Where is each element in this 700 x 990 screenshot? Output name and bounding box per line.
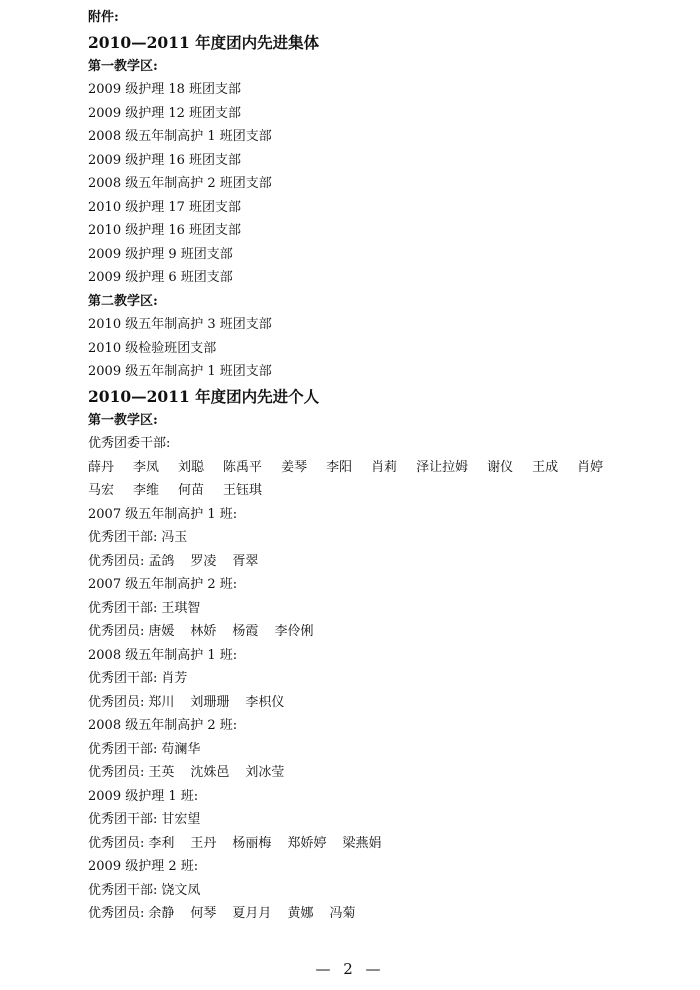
area1-label-individuals: 第一教学区: <box>88 412 158 428</box>
person-name: 何苗 <box>178 483 205 498</box>
member-row <box>88 902 668 926</box>
person-name: 肖芳 <box>161 671 188 686</box>
cadre-row <box>88 597 668 621</box>
cadre-label: 优秀团干部: <box>88 600 158 616</box>
list-item: 2010 级五年制高护 3 班团支部 <box>88 317 272 332</box>
person-name: 刘聪 <box>178 459 205 475</box>
attachment-label: 附件: <box>88 10 119 25</box>
list-item: 2009 级护理 6 班团支部 <box>88 270 233 285</box>
person-name: 李维 <box>133 483 160 498</box>
cadre-row <box>88 526 668 550</box>
cadre-label: 优秀团干部: <box>88 671 158 686</box>
class-name: 2007 级五年制高护 2 班: <box>88 577 238 592</box>
person-name: 肖婷 <box>577 459 604 475</box>
class-name: 2009 级护理 1 班: <box>88 788 199 804</box>
committee-names-row <box>88 456 668 480</box>
person-name: 李凤 <box>133 459 160 475</box>
person-name: 冯玉 <box>161 530 188 545</box>
member-label: 优秀团员: <box>88 765 145 780</box>
person-name: 王英 <box>148 765 175 780</box>
person-name: 肖莉 <box>371 459 398 475</box>
person-name: 薛丹 <box>88 459 115 475</box>
person-name: 李阳 <box>326 459 353 475</box>
list-item: 2009 级五年制高护 1 班团支部 <box>88 364 272 379</box>
person-name: 黄娜 <box>287 906 314 921</box>
member-label: 优秀团员: <box>88 906 145 921</box>
committee-names-row <box>88 479 668 503</box>
person-name: 郑川 <box>148 694 175 710</box>
person-name: 泽让拉姆 <box>416 459 469 475</box>
person-name: 谢仪 <box>487 459 514 475</box>
area1-list <box>88 78 668 290</box>
member-row <box>88 761 668 785</box>
section-title-individuals: 2010—2011 年度团内先进个人 <box>88 386 320 406</box>
person-name: 何琴 <box>190 906 217 921</box>
cadre-row <box>88 667 668 691</box>
person-name: 冯菊 <box>329 906 356 921</box>
list-item: 2010 级护理 17 班团支部 <box>88 199 242 215</box>
person-name: 王琪智 <box>161 600 201 616</box>
list-item: 2009 级护理 18 班团支部 <box>88 82 242 97</box>
list-item: 2010 级护理 16 班团支部 <box>88 223 242 238</box>
cadre-label: 优秀团干部: <box>88 812 158 827</box>
person-name: 饶文凤 <box>161 882 201 898</box>
member-row <box>88 691 668 715</box>
person-name: 孟鸽 <box>148 553 175 569</box>
cadre-label: 优秀团干部: <box>88 530 158 545</box>
cadre-label: 优秀团干部: <box>88 741 158 757</box>
list-item: 2010 级检验班团支部 <box>88 340 217 356</box>
person-name: 林娇 <box>190 624 217 639</box>
person-name: 王丹 <box>190 835 217 851</box>
member-label: 优秀团员: <box>88 835 145 851</box>
person-name: 李伶俐 <box>274 624 314 639</box>
area2-list <box>88 313 668 384</box>
list-item: 2008 级五年制高护 2 班团支部 <box>88 176 272 191</box>
person-name: 王钰琪 <box>223 483 263 498</box>
member-row <box>88 832 668 856</box>
document-page <box>88 6 668 926</box>
area1-label: 第一教学区: <box>88 58 158 74</box>
member-row <box>88 620 668 644</box>
person-name: 郑娇婷 <box>287 835 327 851</box>
area2-label: 第二教学区: <box>88 293 158 309</box>
cadre-label: 优秀团干部: <box>88 882 158 898</box>
class-name: 2009 级护理 2 班: <box>88 859 199 874</box>
cadre-row <box>88 879 668 903</box>
person-name: 陈禹平 <box>223 459 263 475</box>
person-name: 李利 <box>148 835 175 851</box>
committee-label: 优秀团委干部: <box>88 436 171 451</box>
class-name: 2008 级五年制高护 1 班: <box>88 647 238 663</box>
person-name: 李枳仪 <box>245 694 285 710</box>
list-item: 2009 级护理 9 班团支部 <box>88 246 233 262</box>
person-name: 罗凌 <box>190 553 217 569</box>
member-row <box>88 550 668 574</box>
person-name: 甘宏望 <box>161 812 201 827</box>
member-label: 优秀团员: <box>88 694 145 710</box>
list-item: 2009 级护理 12 班团支部 <box>88 105 242 121</box>
list-item: 2009 级护理 16 班团支部 <box>88 152 242 168</box>
person-name: 刘珊珊 <box>190 694 230 710</box>
cadre-row <box>88 738 668 762</box>
class-name: 2008 级五年制高护 2 班: <box>88 718 238 733</box>
list-item: 2008 级五年制高护 1 班团支部 <box>88 129 272 144</box>
person-name: 刘冰莹 <box>245 765 285 780</box>
person-name: 梁燕娟 <box>342 835 382 851</box>
page-number: — 2 — <box>315 960 385 978</box>
person-name: 杨丽梅 <box>232 835 272 851</box>
person-name: 王成 <box>532 459 559 475</box>
member-label: 优秀团员: <box>88 624 145 639</box>
section-title-collectives: 2010—2011 年度团内先进集体 <box>88 32 320 52</box>
person-name: 余静 <box>148 906 175 921</box>
cadre-row <box>88 808 668 832</box>
person-name: 苟澜华 <box>161 741 201 757</box>
person-name: 杨霞 <box>232 624 259 639</box>
class-name: 2007 级五年制高护 1 班: <box>88 506 238 522</box>
person-name: 姜琴 <box>281 459 308 475</box>
person-name: 沈姝邑 <box>190 765 230 780</box>
person-name: 马宏 <box>88 483 115 498</box>
member-label: 优秀团员: <box>88 553 145 569</box>
person-name: 夏月月 <box>232 906 272 921</box>
person-name: 唐媛 <box>148 624 175 639</box>
person-name: 胥翠 <box>232 553 259 569</box>
